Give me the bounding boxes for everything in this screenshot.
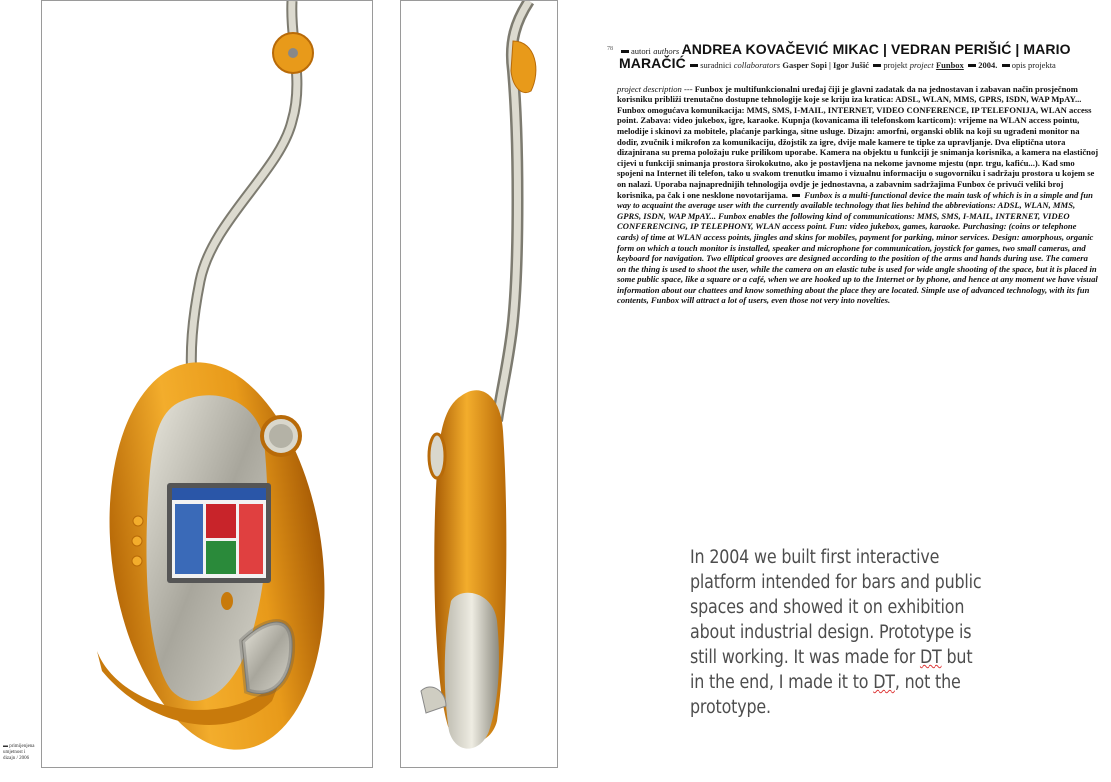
project-label-hr: projekt — [883, 60, 908, 70]
quote-part-2: but in the end, I made it to — [690, 647, 973, 693]
bullet-mark — [792, 194, 800, 197]
product-photo-side — [400, 0, 558, 768]
spine-line-1: ▬ primijenjena — [3, 744, 35, 749]
authors-label-en: authors — [653, 46, 680, 56]
collab-label-hr: suradnici — [700, 60, 732, 70]
spine-line-2: umjetnost i — [3, 750, 26, 755]
project-year: 2004. — [978, 60, 998, 70]
product-photo-front — [41, 0, 373, 768]
quote-part-1: In 2004 we built first interactive platform intended for bars and public spaces and showed it on exhibition about industrial design. Prototype is still working. It was made for — [690, 547, 982, 668]
pull-quote — [690, 545, 991, 720]
bullet-mark — [1002, 64, 1010, 67]
funbox-side-illustration — [401, 1, 559, 769]
desc-label-en: project description — [617, 83, 682, 94]
quote-dt-2: DT — [873, 672, 895, 693]
bullet-mark — [873, 64, 881, 67]
description-english: Funbox is a multi-functional device the main task of which is in a simple and fun way to acquaint the average user with the currently available technology that lies behind the abbreviations: ADSL, WLAN, MMS, GPRS, ISDN, WAP MpAY... Funbox enables the following kind of communications: MMS, SMS, I-MAIL, INTERNET, VIDEO CONFERENCING, IP TELEPHONY, WLAN access point. Fun: video jukebox, games, karaoke. Purchasing: (coins or telephone cards) of time at WLAN access points, jingles and skins for mobiles, payment for parking, minor services. Design: amorphous, organic form on which a touch monitor is installed, speaker and microphone for communication, joystick for games, two small cameras, and keyboard for navigation. Two elliptical grooves are designed according to the position of the arms and hands during use. The camera on the thing is used to shoot the user, while the camera on an elastic tube is used for wide angle shooting of the space, but it is placed in some public space, like a square or a café, when we are hooked up to the Internet or by phone, and hence at any moment we have visual information about our chattees and know something about the place they are located. Simple use of advanced technology, with its fun contents, Funbox will attract a lot of users, even those not very into novelties. — [617, 189, 1098, 306]
page-number: 78 — [607, 46, 613, 52]
funbox-front-illustration — [42, 1, 374, 769]
authors-label-hr: autori — [631, 46, 651, 56]
project-label-en: project — [909, 60, 934, 70]
authors-names: ANDREA KOVAČEVIĆ MIKAC | VEDRAN PERIŠIĆ | MARIO — [681, 41, 1071, 57]
collaborators: Gasper Sopi | Igor Jušić — [782, 60, 869, 70]
bullet-mark — [690, 64, 698, 67]
project-name: Funbox — [935, 60, 964, 70]
quote-part-3: , not the prototype. — [690, 672, 961, 718]
project-description — [617, 73, 1099, 306]
authors-names-cont: MARAČIĆ — [619, 55, 686, 71]
credits-header — [619, 41, 1097, 72]
description-croatian: Funbox je multifunkcionalni uređaj čiji je glavni zadatak da na jednostavan i zabavan način prosječnom korisniku približi trenutačno dostupne tehnologije koje se kriju iza kratica: ADSL, WLAN, MMS, GPRS, ISDN, WAP MpAY... Funbox omogućava komunikacija: MMS, SMS, I-MAIL, INTERNET, VIDEO CONFERENCE, IP TELEFONIJA, WLAN access point. Zabava: video jukebox, igre, karaoke. Kupnja (kovanicama ili telefonskom karticom): vrijeme na WLAN access pointu, melodije i skinovi za mobitele, plaćanje parkinga, sitne usluge. Dizajn: amorfni, organski oblik na koji su ugrađeni monitor na dodir, zvučnik i mikrofon za komunikaciju, džojstik za igre, dvije male kamere te tipke za upravljanje. Dva eliptična utora dizajnirana su prema položaju ruke prilikom uporabe. Kamera na objektu u funkciji je snimanja korisnika, a kamera na elastičnoj cijevi u funkciji snimanja prostora širokokutno, ako je postavljena na nekome javnome mjestu (npr. trgu, kafiću...). Kad smo spojeni na Internet ili telefon, tako u svakom trenutku imamo i vizualnu informaciju o sugovorniku i sadržaju prostora u kojem se on nalazi. Uporaba najnaprednijih tehnologija ovdje je jednostavna, a zabavnim sadržajima Funbox će privući veliki broj korisnika, pa čak i one nesklone novotarijama. — [617, 83, 1099, 200]
quote-dt-1: DT — [919, 647, 942, 668]
side-tube-camera — [511, 41, 536, 93]
bullet-mark — [968, 64, 976, 67]
desc-label-hr: opis projekta — [1011, 60, 1056, 70]
spine-line-3: dizajn / 2006 — [3, 756, 30, 761]
spine-caption — [3, 744, 43, 762]
desc-separator: --- — [684, 83, 693, 94]
collab-label-en: collaborators — [733, 60, 781, 70]
bullet-mark — [621, 50, 629, 53]
